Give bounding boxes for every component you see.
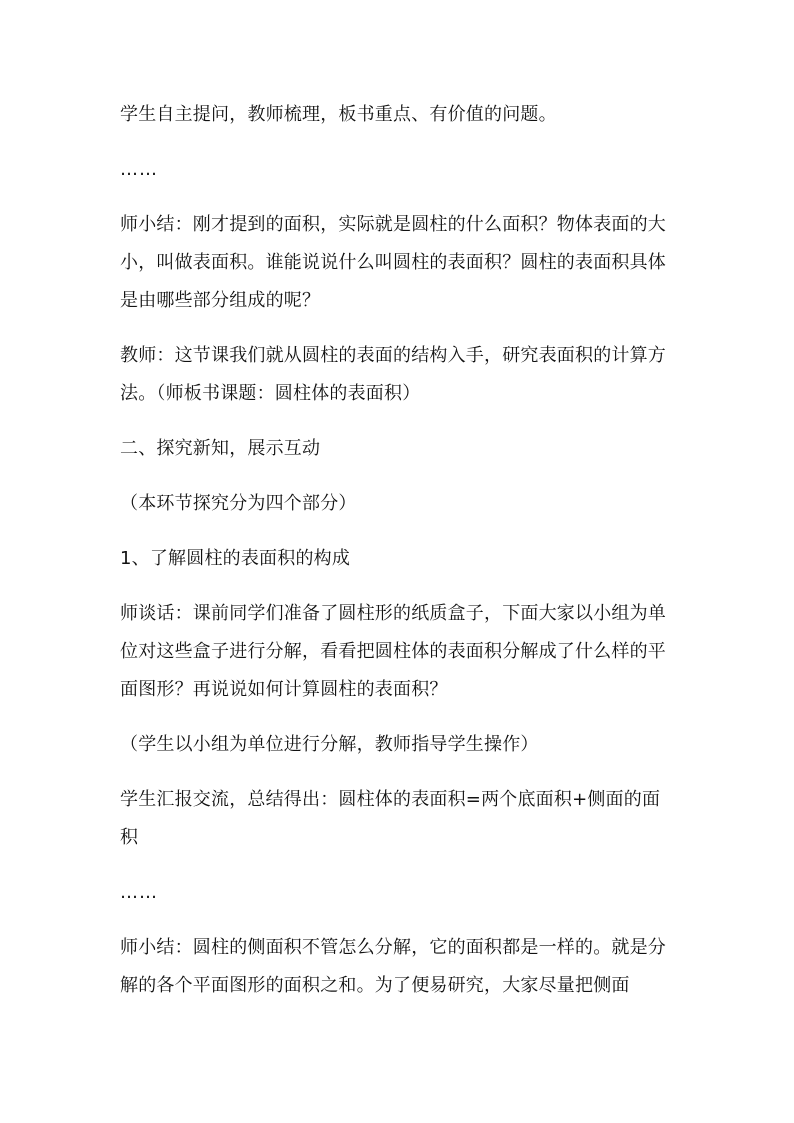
paragraph-gap bbox=[120, 468, 668, 485]
paragraph-student-questions: 学生自主提问，教师梳理，板书重点、有价值的问题。 bbox=[120, 104, 557, 125]
paragraph-gap bbox=[120, 134, 668, 151]
paragraph-teacher-intro: 教师：这节课我们就从圆柱的表面的结构入手，研究表面积的计算方法。（师板书课题：圆柱体的表面积） bbox=[120, 345, 666, 404]
paragraph-gap bbox=[120, 189, 668, 206]
section-heading-explore: 二、探究新知，展示互动 bbox=[120, 438, 321, 459]
paragraph-student-report: 学生汇报交流，总结得出：圆柱体的表面积=两个底面积+侧面的面积 bbox=[120, 789, 661, 848]
paragraph-gap bbox=[120, 320, 668, 337]
paragraph-gap bbox=[120, 764, 668, 781]
document-page bbox=[120, 96, 668, 1005]
subheading-surface-composition: 1、了解圆柱的表面积的构成 bbox=[120, 548, 351, 569]
ellipsis-1: …… bbox=[120, 159, 158, 180]
paragraph-gap bbox=[120, 912, 668, 929]
paragraph-gap bbox=[120, 413, 668, 430]
paragraph-gap bbox=[120, 709, 668, 726]
paragraph-gap bbox=[120, 578, 668, 595]
paragraph-note-four-parts: （本环节探究分为四个部分） bbox=[120, 493, 357, 514]
paragraph-student-operation: （学生以小组为单位进行分解，教师指导学生操作） bbox=[120, 734, 539, 755]
ellipsis-2: …… bbox=[120, 882, 158, 903]
paragraph-teacher-talk: 师谈话：课前同学们准备了圆柱形的纸质盒子，下面大家以小组为单位对这些盒子进行分解，看看把圆柱体的表面积分解成了什么样的平面图形？再说说如何计算圆柱的表面积？ bbox=[120, 603, 666, 700]
paragraph-teacher-summary-1: 师小结：刚才提到的面积，实际就是圆柱的什么面积？物体表面的大小，叫做表面积。谁能说说什么叫圆柱的表面积？圆柱的表面积具体是由哪些部分组成的呢？ bbox=[120, 214, 666, 311]
paragraph-gap bbox=[120, 857, 668, 874]
paragraph-teacher-summary-2: 师小结：圆柱的侧面积不管怎么分解，它的面积都是一样的。就是分解的各个平面图形的面积之和。为了便易研究，大家尽量把侧面 bbox=[120, 937, 666, 996]
paragraph-gap bbox=[120, 523, 668, 540]
